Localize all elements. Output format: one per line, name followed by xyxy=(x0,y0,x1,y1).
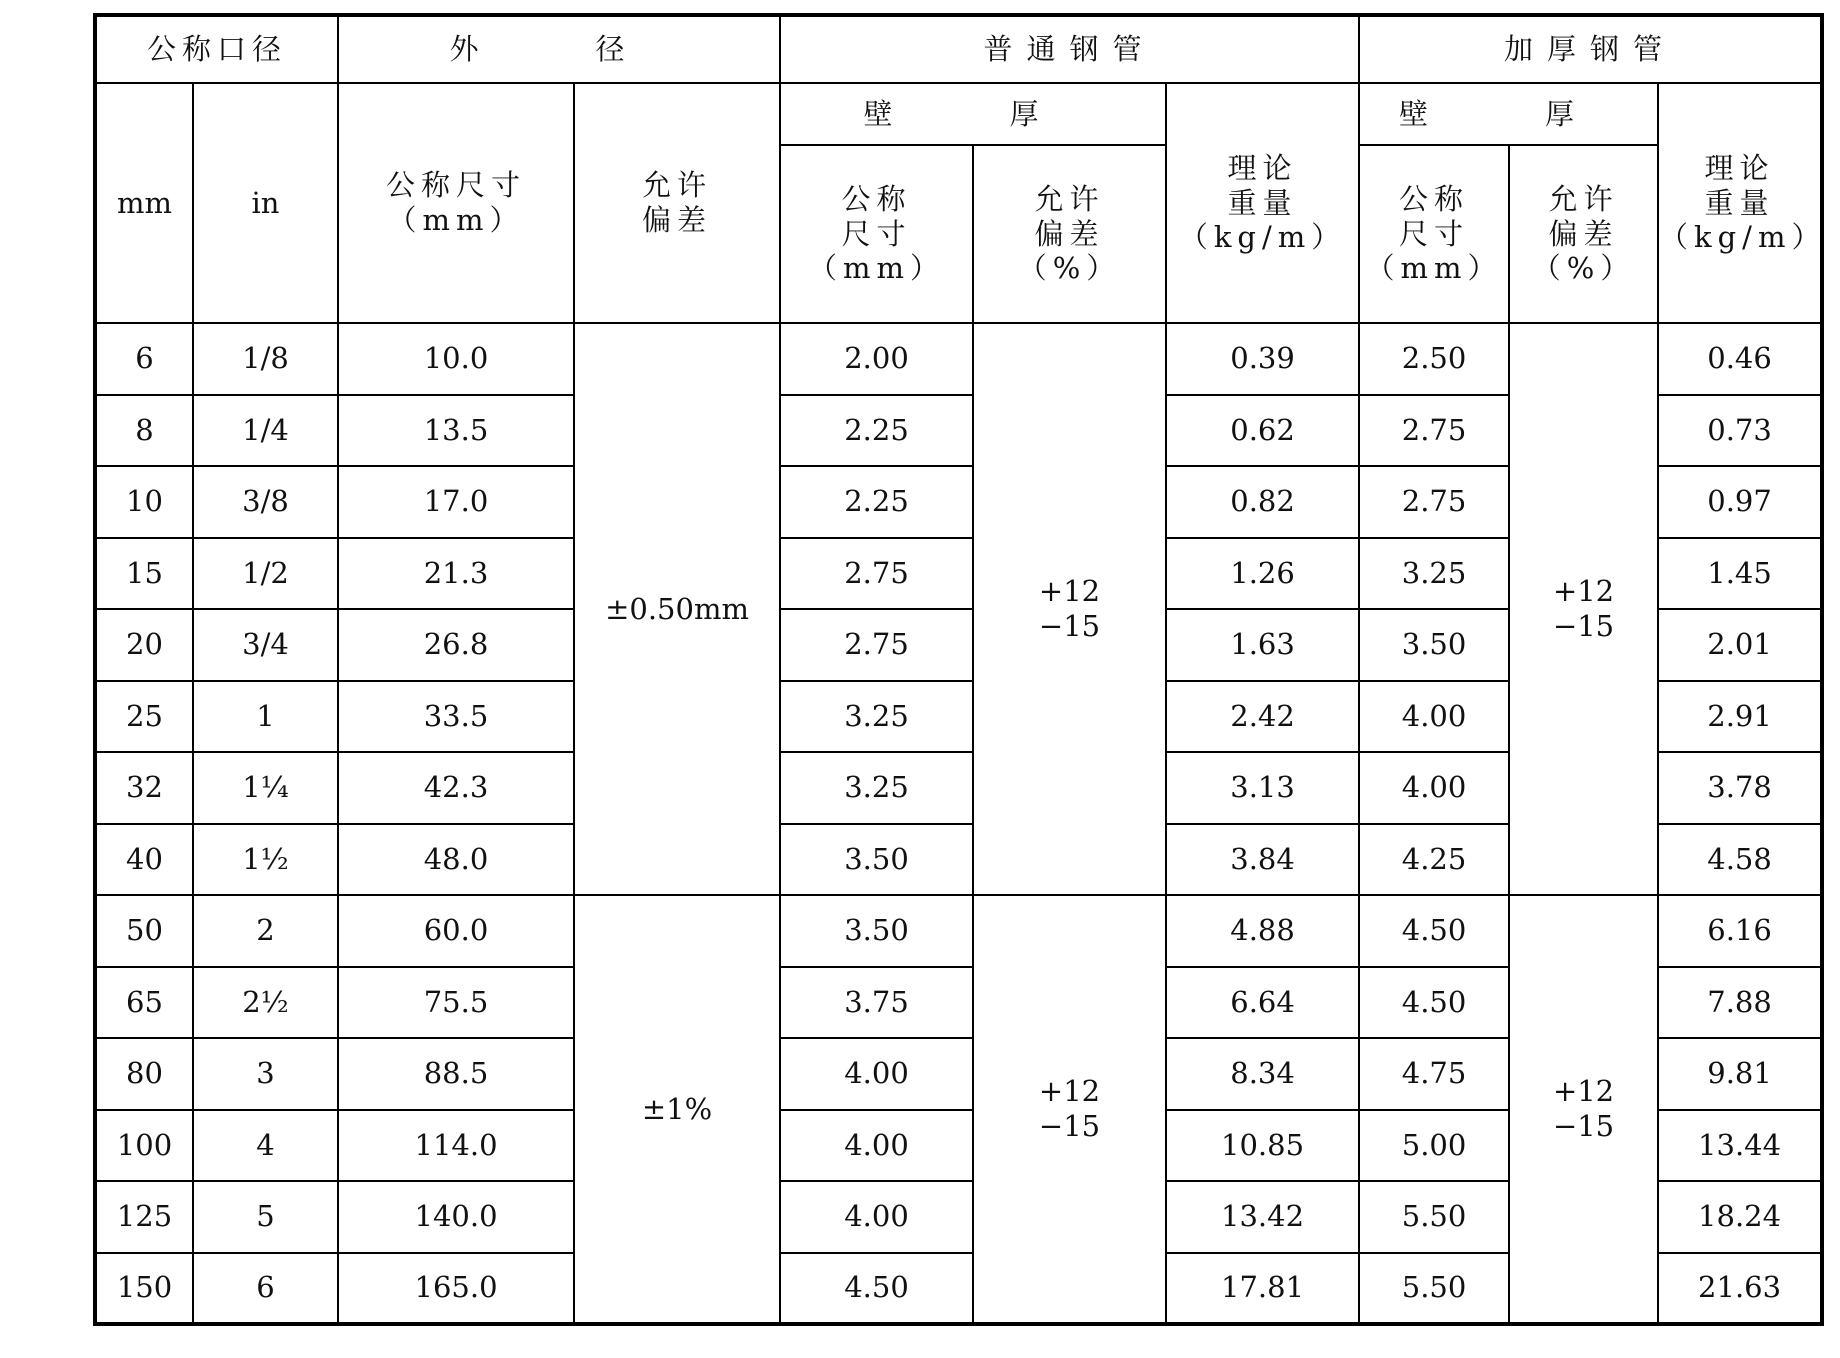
cell-thick-wall: 4.00 xyxy=(1359,681,1509,753)
cell-thick-weight: 6.16 xyxy=(1658,895,1822,967)
header-ordinary-wall-nominal-size: 公称 尺寸 （mm） xyxy=(780,145,973,323)
cell-ordinary-weight: 3.84 xyxy=(1166,824,1359,896)
header-thick-theoretical-weight: 理论 重量 （kg/m） xyxy=(1658,83,1822,323)
cell-ordinary-wall: 2.75 xyxy=(780,538,973,610)
cell-thick-wall: 5.00 xyxy=(1359,1110,1509,1182)
cell-od: 75.5 xyxy=(338,967,574,1039)
cell-thick-wall: 5.50 xyxy=(1359,1181,1509,1253)
cell-ordinary-wall: 2.00 xyxy=(780,323,973,395)
cell-thick-weight: 7.88 xyxy=(1658,967,1822,1039)
steel-pipe-spec-table xyxy=(93,13,1827,1326)
header-thickened-pipe: 加厚钢管 xyxy=(1359,15,1822,83)
cell-ordinary-wall: 3.25 xyxy=(780,752,973,824)
cell-od: 114.0 xyxy=(338,1110,574,1182)
cell-ordinary-weight: 8.34 xyxy=(1166,1038,1359,1110)
cell-thick-weight: 2.01 xyxy=(1658,609,1822,681)
header-od-tolerance: 允许 偏差 xyxy=(574,83,780,323)
cell-mm: 65 xyxy=(95,967,193,1039)
cell-ordinary-weight: 2.42 xyxy=(1166,681,1359,753)
cell-od: 33.5 xyxy=(338,681,574,753)
cell-mm: 40 xyxy=(95,824,193,896)
cell-od: 13.5 xyxy=(338,395,574,467)
cell-od: 10.0 xyxy=(338,323,574,395)
cell-ordinary-wall: 3.50 xyxy=(780,824,973,896)
cell-ordinary-weight: 0.39 xyxy=(1166,323,1359,395)
cell-thick-weight: 0.97 xyxy=(1658,466,1822,538)
header-ordinary-theoretical-weight: 理论 重量 （kg/m） xyxy=(1166,83,1359,323)
cell-mm: 80 xyxy=(95,1038,193,1110)
cell-mm: 15 xyxy=(95,538,193,610)
cell-ordinary-weight: 13.42 xyxy=(1166,1181,1359,1253)
cell-mm: 8 xyxy=(95,395,193,467)
cell-in: 1½ xyxy=(193,824,338,896)
cell-thick-weight: 4.58 xyxy=(1658,824,1822,896)
cell-thick-wall: 4.75 xyxy=(1359,1038,1509,1110)
cell-ordinary-weight: 6.64 xyxy=(1166,967,1359,1039)
cell-ordinary-wall: 2.75 xyxy=(780,609,973,681)
cell-in: 6 xyxy=(193,1253,338,1325)
cell-ordinary-weight: 3.13 xyxy=(1166,752,1359,824)
cell-in: 1/2 xyxy=(193,538,338,610)
cell-thick-wall: 2.75 xyxy=(1359,466,1509,538)
cell-thick-wall: 4.25 xyxy=(1359,824,1509,896)
cell-in: 1 xyxy=(193,681,338,753)
cell-thick-weight: 21.63 xyxy=(1658,1253,1822,1325)
cell-mm: 25 xyxy=(95,681,193,753)
cell-thick-wall: 4.50 xyxy=(1359,895,1509,967)
cell-thick-wall: 2.50 xyxy=(1359,323,1509,395)
header-row-2 xyxy=(95,83,1822,145)
cell-od: 60.0 xyxy=(338,895,574,967)
header-thick-wall-nominal-size: 公称 尺寸 （mm） xyxy=(1359,145,1509,323)
header-ordinary-wall-thickness: 壁 厚 xyxy=(780,83,1166,145)
cell-mm: 32 xyxy=(95,752,193,824)
cell-od: 21.3 xyxy=(338,538,574,610)
cell-ordinary-wall: 3.25 xyxy=(780,681,973,753)
cell-ordinary-wall: 4.00 xyxy=(780,1038,973,1110)
header-in: in xyxy=(193,83,338,323)
cell-od: 165.0 xyxy=(338,1253,574,1325)
cell-mm: 10 xyxy=(95,466,193,538)
cell-mm: 150 xyxy=(95,1253,193,1325)
cell-in: 1/4 xyxy=(193,395,338,467)
cell-od-tolerance-group-2: ±1% xyxy=(574,895,780,1324)
table-row xyxy=(95,323,1822,395)
cell-mm: 50 xyxy=(95,895,193,967)
cell-thick-wall: 2.75 xyxy=(1359,395,1509,467)
cell-in: 2½ xyxy=(193,967,338,1039)
header-row-1 xyxy=(95,15,1822,83)
cell-thick-weight: 3.78 xyxy=(1658,752,1822,824)
cell-od-tolerance-group-1: ±0.50mm xyxy=(574,323,780,895)
cell-od: 88.5 xyxy=(338,1038,574,1110)
cell-ordinary-wall: 2.25 xyxy=(780,395,973,467)
cell-in: 2 xyxy=(193,895,338,967)
cell-mm: 100 xyxy=(95,1110,193,1182)
cell-thick-wall: 5.50 xyxy=(1359,1253,1509,1325)
cell-in: 5 xyxy=(193,1181,338,1253)
cell-in: 3/4 xyxy=(193,609,338,681)
header-od-nominal-size: 公称尺寸 （mm） xyxy=(338,83,574,323)
cell-thick-wall: 4.00 xyxy=(1359,752,1509,824)
cell-thick-wall: 3.25 xyxy=(1359,538,1509,610)
table-row xyxy=(95,895,1822,967)
header-mm: mm xyxy=(95,83,193,323)
cell-in: 1¼ xyxy=(193,752,338,824)
header-nominal-diameter: 公称口径 xyxy=(95,15,338,83)
cell-in: 4 xyxy=(193,1110,338,1182)
cell-ordinary-wall: 4.00 xyxy=(780,1110,973,1182)
cell-thick-weight: 18.24 xyxy=(1658,1181,1822,1253)
header-ordinary-pipe: 普通钢管 xyxy=(780,15,1359,83)
cell-od: 140.0 xyxy=(338,1181,574,1253)
cell-in: 3/8 xyxy=(193,466,338,538)
cell-od: 26.8 xyxy=(338,609,574,681)
cell-mm: 125 xyxy=(95,1181,193,1253)
cell-thick-wall-tolerance-group-2: +12 −15 xyxy=(1509,895,1658,1324)
cell-ordinary-weight: 4.88 xyxy=(1166,895,1359,967)
cell-ordinary-weight: 17.81 xyxy=(1166,1253,1359,1325)
cell-thick-weight: 0.73 xyxy=(1658,395,1822,467)
header-outer-diameter: 外 径 xyxy=(338,15,780,83)
cell-ordinary-wall: 4.00 xyxy=(780,1181,973,1253)
cell-ordinary-weight: 10.85 xyxy=(1166,1110,1359,1182)
cell-in: 3 xyxy=(193,1038,338,1110)
cell-thick-weight: 1.45 xyxy=(1658,538,1822,610)
cell-thick-wall-tolerance-group-1: +12 −15 xyxy=(1509,323,1658,895)
header-ordinary-wall-tolerance: 允许 偏差 （%） xyxy=(973,145,1166,323)
header-thick-wall-tolerance: 允许 偏差 （%） xyxy=(1509,145,1658,323)
cell-thick-weight: 0.46 xyxy=(1658,323,1822,395)
cell-mm: 6 xyxy=(95,323,193,395)
cell-od: 42.3 xyxy=(338,752,574,824)
cell-thick-weight: 13.44 xyxy=(1658,1110,1822,1182)
cell-ordinary-weight: 1.26 xyxy=(1166,538,1359,610)
cell-thick-wall: 3.50 xyxy=(1359,609,1509,681)
cell-ordinary-wall-tolerance-group-1: +12 −15 xyxy=(973,323,1166,895)
cell-ordinary-wall-tolerance-group-2: +12 −15 xyxy=(973,895,1166,1324)
cell-ordinary-weight: 1.63 xyxy=(1166,609,1359,681)
cell-ordinary-wall: 3.50 xyxy=(780,895,973,967)
cell-od: 48.0 xyxy=(338,824,574,896)
cell-ordinary-wall: 4.50 xyxy=(780,1253,973,1325)
cell-thick-weight: 9.81 xyxy=(1658,1038,1822,1110)
cell-ordinary-wall: 2.25 xyxy=(780,466,973,538)
cell-thick-weight: 2.91 xyxy=(1658,681,1822,753)
cell-in: 1/8 xyxy=(193,323,338,395)
cell-ordinary-weight: 0.62 xyxy=(1166,395,1359,467)
cell-thick-wall: 4.50 xyxy=(1359,967,1509,1039)
cell-mm: 20 xyxy=(95,609,193,681)
cell-od: 17.0 xyxy=(338,466,574,538)
cell-ordinary-weight: 0.82 xyxy=(1166,466,1359,538)
cell-ordinary-wall: 3.75 xyxy=(780,967,973,1039)
header-thick-wall-thickness: 壁 厚 xyxy=(1359,83,1658,145)
